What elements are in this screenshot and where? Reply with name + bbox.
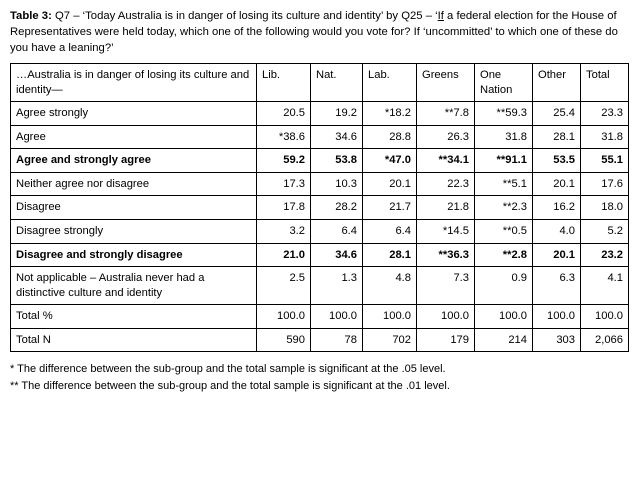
table-row	[11, 328, 629, 352]
cell-lab: 4.8	[363, 267, 417, 305]
cell-one-nation: 214	[475, 328, 533, 352]
cell-one-nation: **2.3	[475, 196, 533, 220]
cell-lib: 3.2	[257, 220, 311, 244]
cell-greens: **34.1	[417, 149, 475, 173]
cell-total: 55.1	[581, 149, 629, 173]
cell-lab: 20.1	[363, 172, 417, 196]
header-cell-greens: Greens	[417, 64, 475, 102]
cell-one-nation: **0.5	[475, 220, 533, 244]
cell-nat: 53.8	[311, 149, 363, 173]
cell-total: 18.0	[581, 196, 629, 220]
cell-greens: **36.3	[417, 243, 475, 267]
cell-lab: 100.0	[363, 305, 417, 329]
cell-nat: 34.6	[311, 243, 363, 267]
cell-one-nation: **59.3	[475, 102, 533, 126]
table-row	[11, 196, 629, 220]
cell-other: 6.3	[533, 267, 581, 305]
header-cell-lab: Lab.	[363, 64, 417, 102]
crosstab-table	[10, 63, 629, 352]
cell-lab: 6.4	[363, 220, 417, 244]
cell-other: 25.4	[533, 102, 581, 126]
cell-other: 53.5	[533, 149, 581, 173]
cell-lib: 17.8	[257, 196, 311, 220]
row-label: Disagree strongly	[11, 220, 257, 244]
cell-nat: 19.2	[311, 102, 363, 126]
cell-lib: 20.5	[257, 102, 311, 126]
cell-total: 5.2	[581, 220, 629, 244]
table-row	[11, 220, 629, 244]
cell-lib: 590	[257, 328, 311, 352]
cell-one-nation: 0.9	[475, 267, 533, 305]
cell-other: 4.0	[533, 220, 581, 244]
cell-one-nation: 31.8	[475, 125, 533, 149]
cell-lib: 59.2	[257, 149, 311, 173]
table-caption	[10, 8, 634, 56]
row-label: Total %	[11, 305, 257, 329]
row-label: Agree and strongly agree	[11, 149, 257, 173]
row-label: Total N	[11, 328, 257, 352]
table-row	[11, 102, 629, 126]
table-header-row	[11, 64, 629, 102]
header-cell-total: Total	[581, 64, 629, 102]
row-label: Not applicable – Australia never had a distinctive culture and identity	[11, 267, 257, 305]
cell-total: 2,066	[581, 328, 629, 352]
header-cell-lib: Lib.	[257, 64, 311, 102]
cell-greens: **7.8	[417, 102, 475, 126]
cell-nat: 28.2	[311, 196, 363, 220]
cell-greens: 7.3	[417, 267, 475, 305]
cell-nat: 1.3	[311, 267, 363, 305]
cell-nat: 6.4	[311, 220, 363, 244]
cell-total: 4.1	[581, 267, 629, 305]
cell-lab: 21.7	[363, 196, 417, 220]
cell-one-nation: **2.8	[475, 243, 533, 267]
cell-other: 28.1	[533, 125, 581, 149]
cell-greens: 100.0	[417, 305, 475, 329]
row-label: Neither agree nor disagree	[11, 172, 257, 196]
row-label: Agree	[11, 125, 257, 149]
cell-other: 20.1	[533, 172, 581, 196]
cell-lib: 21.0	[257, 243, 311, 267]
cell-other: 100.0	[533, 305, 581, 329]
cell-lib: 100.0	[257, 305, 311, 329]
cell-lib: 2.5	[257, 267, 311, 305]
cell-one-nation: **91.1	[475, 149, 533, 173]
row-label: Disagree and strongly disagree	[11, 243, 257, 267]
cell-lab: 28.1	[363, 243, 417, 267]
row-label: Agree strongly	[11, 102, 257, 126]
table-row	[11, 305, 629, 329]
cell-total: 100.0	[581, 305, 629, 329]
cell-greens: 26.3	[417, 125, 475, 149]
table-row	[11, 125, 629, 149]
cell-lib: *38.6	[257, 125, 311, 149]
table-caption-label: Table 3:	[10, 10, 52, 22]
cell-total: 17.6	[581, 172, 629, 196]
table-row	[11, 243, 629, 267]
table-row	[11, 149, 629, 173]
cell-nat: 78	[311, 328, 363, 352]
header-cell-nat: Nat.	[311, 64, 363, 102]
table-footnotes	[10, 361, 634, 394]
footnote-one-star: * The difference between the sub-group and the total sample is significant at the .05 level.	[10, 363, 446, 376]
cell-lab: *18.2	[363, 102, 417, 126]
cell-total: 31.8	[581, 125, 629, 149]
cell-lib: 17.3	[257, 172, 311, 196]
cell-greens: 21.8	[417, 196, 475, 220]
cell-lab: 702	[363, 328, 417, 352]
cell-greens: 22.3	[417, 172, 475, 196]
header-cell-other: Other	[533, 64, 581, 102]
cell-other: 16.2	[533, 196, 581, 220]
cell-one-nation: **5.1	[475, 172, 533, 196]
cell-greens: *14.5	[417, 220, 475, 244]
cell-lab: *47.0	[363, 149, 417, 173]
cell-one-nation: 100.0	[475, 305, 533, 329]
cell-greens: 179	[417, 328, 475, 352]
table-caption-underlined: If	[437, 10, 444, 22]
header-cell-rowlabel: …Australia is in danger of losing its culture and identity—	[11, 64, 257, 102]
table-row	[11, 172, 629, 196]
table-caption-text-1: Q7 – ‘Today Australia is in danger of losing its culture and identity’ by Q25 – ‘	[51, 10, 438, 22]
cell-nat: 100.0	[311, 305, 363, 329]
footnote-two-star: ** The difference between the sub-group and the total sample is significant at the .01 level.	[10, 379, 450, 392]
cell-other: 303	[533, 328, 581, 352]
cell-other: 20.1	[533, 243, 581, 267]
row-label: Disagree	[11, 196, 257, 220]
table-caption-text-2: a federal election for the House of Representatives were held today, which one of the following would you vote for? If ‘uncommitted’ to which one of these do you have a leaning?’	[10, 10, 618, 55]
cell-nat: 34.6	[311, 125, 363, 149]
table-row	[11, 267, 629, 305]
cell-total: 23.3	[581, 102, 629, 126]
header-cell-one-nation: One Nation	[475, 64, 533, 102]
cell-total: 23.2	[581, 243, 629, 267]
cell-nat: 10.3	[311, 172, 363, 196]
cell-lab: 28.8	[363, 125, 417, 149]
